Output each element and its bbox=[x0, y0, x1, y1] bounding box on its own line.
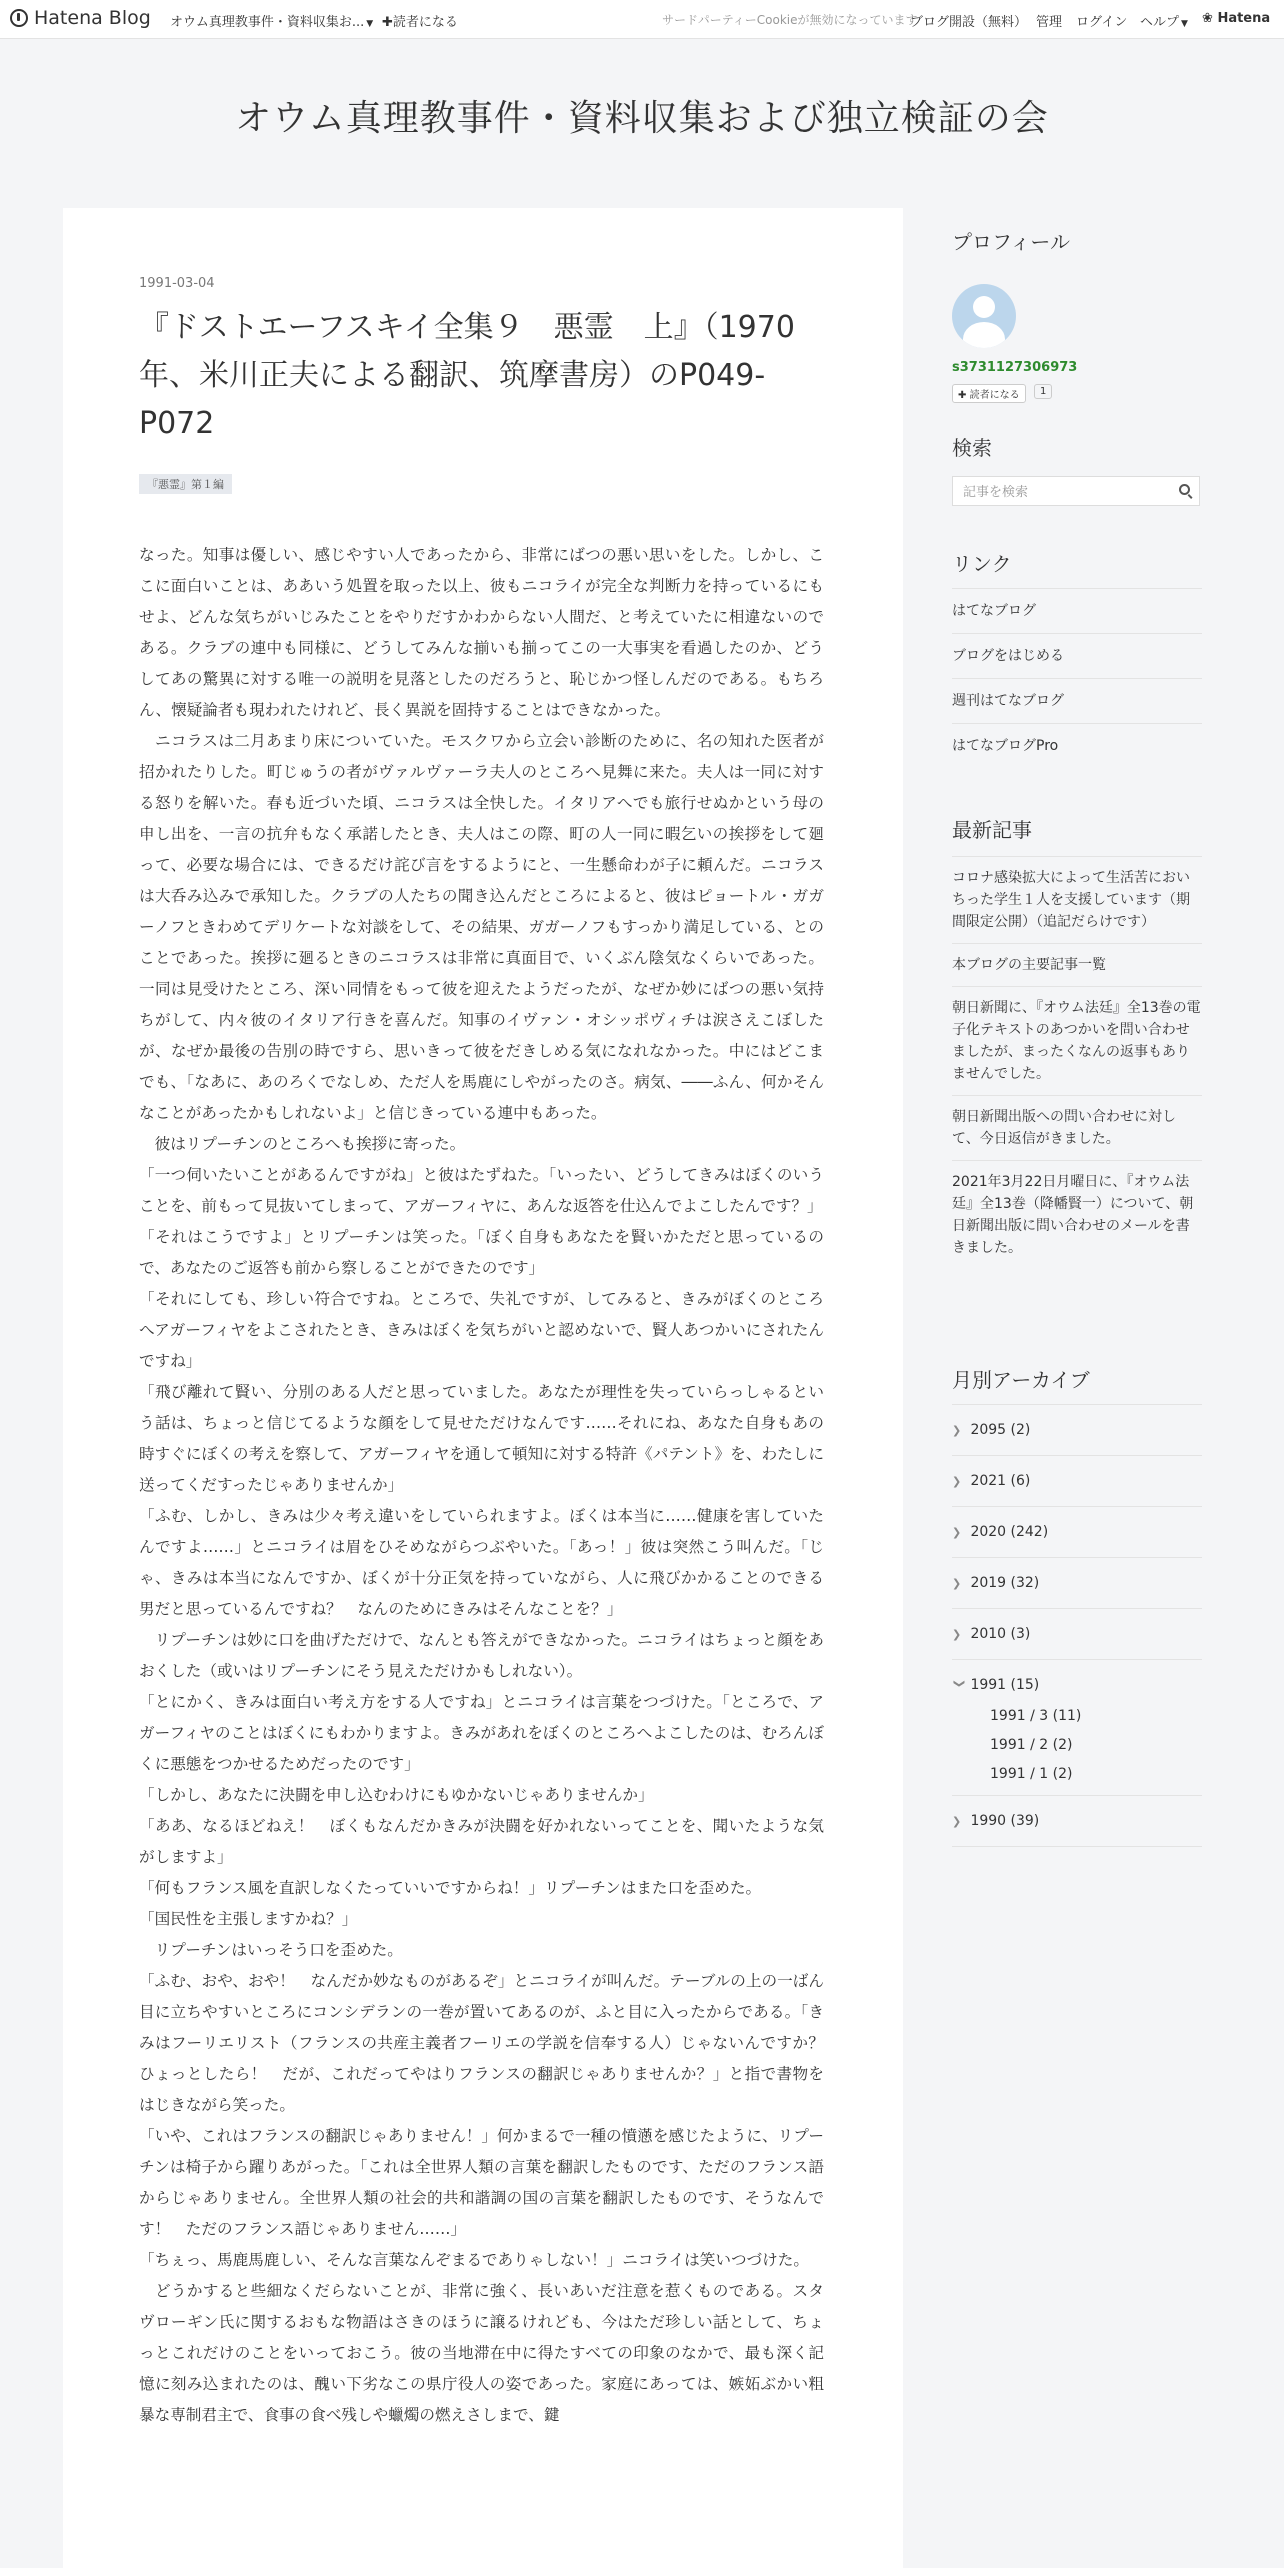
chevron-down-icon: ❯ bbox=[953, 1679, 966, 1689]
paragraph: 「とにかく、きみは面白い考え方をする人ですね」とニコライは言葉をつづけた。「ところで、アガーフィヤのことはぼくにもわかりますよ。きみがあれをぼくのところへよこしたのは、むろんぼくに悪態をつかせるためだったのです」 bbox=[139, 1693, 824, 1773]
entry-article bbox=[63, 208, 903, 2568]
recent-entry-link[interactable]: 朝日新聞に、『オウム法廷』全13巻の電子化テキストのあつかいを問い合わせましたが、まったくなんの返事もありませんでした。 bbox=[952, 986, 1202, 1095]
paragraph: 「一つ伺いたいことがあるんですがね」と彼はたずねた。「いったい、どうしてきみはぼくのいうことを、前もって見抜いてしまって、アガーフィヤに、あんな返答を仕込んでよこしたんです？」 bbox=[139, 1166, 824, 1215]
search-icon[interactable] bbox=[1179, 484, 1190, 495]
logo-text: Hatena Blog bbox=[34, 7, 151, 29]
archive-year-expanded[interactable] bbox=[952, 1659, 1202, 1789]
paragraph: 「しかし、あなたに決闘を申し込むわけにもゆかないじゃありませんか」 bbox=[139, 1786, 654, 1804]
search-heading: 検索 bbox=[952, 436, 992, 460]
links-heading: リンク bbox=[952, 552, 1012, 576]
blog-dropdown[interactable] bbox=[170, 11, 373, 30]
links-list bbox=[952, 588, 1202, 768]
blog-dropdown-label: オウム真理教事件・資料収集お... bbox=[170, 15, 365, 30]
recent-entry-link[interactable]: コロナ感染拡大によって生活苦においちった学生１人を支援しています（期間限定公開）（追記だらけです） bbox=[952, 856, 1202, 943]
paragraph: 「いや、これはフランスの翻訳じゃありません！」何かまるで一種の憤懣を感じたように、リプーチンは椅子から躍りあがった。「これは全世界人類の言葉を翻訳したものです、ただのフランス語からじゃありません。全世界人類の社会的共和諧調の国の言葉を翻訳したものです、そうなんです！ ただのフランス語じゃありません……」 bbox=[139, 2127, 824, 2238]
entry-body bbox=[139, 540, 840, 2431]
archive-year-label: 2020 (242) bbox=[970, 1524, 1049, 1540]
paragraph: 「それはこうですよ」とリプーチンは笑った。「ぼく自身もあなたを賢いかただと思っているので、あなたのご返答も前から察しることができたのです」 bbox=[139, 1228, 824, 1277]
recent-list bbox=[952, 856, 1202, 1269]
paragraph: 「何もフランス風を直訳しなくたっていいですからね！」リプーチンはまた口を歪めた。 bbox=[139, 1879, 762, 1897]
paragraph: 彼はリプーチンのところへも挨拶に寄った。 bbox=[139, 1135, 466, 1153]
global-header bbox=[0, 0, 1284, 39]
search-module bbox=[952, 432, 1202, 512]
archive-month-list bbox=[952, 1702, 1202, 1789]
chevron-right-icon: ❯ bbox=[952, 1424, 962, 1437]
blog-title[interactable]: オウム真理教事件・資料収集および独立検証の会 bbox=[235, 98, 1049, 139]
manage-link[interactable]: 管理 bbox=[1036, 15, 1063, 30]
paragraph: 「ああ、なるほどねえ！ ぼくもなんだかきみが決闘を好かれないってことを、聞いたような気がしますよ」 bbox=[139, 1817, 824, 1866]
avatar[interactable] bbox=[952, 284, 1016, 348]
subscribe-button-label: 読者になる bbox=[969, 390, 1020, 401]
recent-entry-link[interactable]: 2021年3月22日月曜日に、『オウム法廷』全13巻（降幡賢一）について、朝日新聞出版に問い合わせのメールを書きました。 bbox=[952, 1160, 1202, 1269]
paragraph: 「ふむ、しかし、きみは少々考え違いをしていられますよ。ぼくは本当に……健康を害していたんですよ……」とニコライは眉をひそめながらつぶやいた。「あっ！」彼は突然こう叫んだ。「じゃ、きみは本当になんですか、ぼくが十分正気を持っていながら、人に飛びかかることのできる男だと思っているんですね？ なんのためにきみはそんなことを？」 bbox=[139, 1507, 824, 1618]
search-form bbox=[952, 476, 1200, 506]
archive-year-label: 2095 (2) bbox=[970, 1422, 1031, 1438]
links-module bbox=[952, 548, 1202, 778]
archive-year-label: 2019 (32) bbox=[970, 1575, 1040, 1591]
sidebar-link[interactable]: はてなブログPro bbox=[952, 723, 1202, 768]
avatar-head bbox=[973, 296, 995, 318]
recent-entries-module bbox=[952, 814, 1202, 1334]
chevron-right-icon: ❯ bbox=[952, 1628, 962, 1641]
profile-module bbox=[952, 226, 1202, 406]
recent-entry-link[interactable]: 本ブログの主要記事一覧 bbox=[952, 943, 1202, 986]
archive-month-link[interactable]: 1991 / 1 (2) bbox=[990, 1766, 1073, 1782]
archive-month-link[interactable]: 1991 / 2 (2) bbox=[990, 1737, 1073, 1753]
archive-module bbox=[952, 1364, 1202, 1884]
sidebar-link[interactable]: 週刊はてなブログ bbox=[952, 678, 1202, 723]
paragraph: 「国民性を主張しますかね？」 bbox=[139, 1910, 358, 1928]
archive-month-link[interactable]: 1991 / 3 (11) bbox=[990, 1708, 1082, 1724]
caret-down-icon: ▼ bbox=[366, 19, 374, 29]
archive-year[interactable] bbox=[952, 1404, 1202, 1455]
archive-year[interactable] bbox=[952, 1795, 1202, 1847]
archive-heading: 月別アーカイブ bbox=[952, 1368, 1090, 1392]
sidebar-link[interactable]: はてなブログ bbox=[952, 588, 1202, 633]
search-input[interactable] bbox=[961, 478, 1165, 506]
archive-year[interactable] bbox=[952, 1506, 1202, 1557]
archive-year[interactable] bbox=[952, 1455, 1202, 1506]
profile-heading: プロフィール bbox=[952, 230, 1070, 254]
paragraph: 「ふむ、おや、おや！ なんだか妙なものがあるぞ」とニコライが叫んだ。テーブルの上の一ばん目に立ちやすいところにコンシデランの一巻が置いてあるのが、ふと目に入ったからである。「きみはフーリエリスト（フランスの共産主義者フーリエの学説を信奉する人）じゃないんですか？ ひょっとしたら！ だが、これだってやはりフランスの翻訳じゃありませんか？」と指で書物をはじきながら笑った。 bbox=[139, 1972, 840, 2114]
hatena-mark-icon: ❀ bbox=[1202, 11, 1213, 26]
archive-year[interactable] bbox=[952, 1608, 1202, 1659]
archive-year[interactable] bbox=[952, 1557, 1202, 1608]
help-label: ヘルプ bbox=[1140, 15, 1180, 30]
avatar-body bbox=[963, 322, 1005, 348]
cookie-notice[interactable]: サードパーティーCookieが無効になっています bbox=[662, 13, 918, 27]
hatena-blog-logo[interactable] bbox=[10, 7, 151, 29]
paragraph: 「ちぇっ、馬鹿馬鹿しい、そんな言葉なんぞまるでありゃしない！」ニコライは笑いつづけた。 bbox=[139, 2251, 809, 2269]
profile-username[interactable]: s3731127306973 bbox=[952, 360, 1078, 375]
archive-list bbox=[952, 1404, 1202, 1847]
plus-icon: ✚ bbox=[382, 15, 393, 30]
paragraph: ニコラスは二月あまり床についていた。モスクワから立会い診断のために、名の知れた医者が招かれたりした。町じゅうの者がヴァルヴァーラ夫人のところへ見舞に来た。夫人は一同に対する怒りを解いた。春も近づいた頃、ニコラスは全快した。イタリアへでも旅行せぬかという母の申し出を、一言の抗弁もなく承諾したとき、夫人はこの際、町の人一同に暇乞いの挨拶をして廻って、必要な場合には、できるだけ詫び言をするようにと、一生懸命わが子に頼んだ。ニコラスは大呑み込みで承知した。クラブの人たちの聞き込んだところによると、彼はピョートル・ガガーノフときわめてデリケートな対談をして、その結果、ガガーノフもすっかり満足している、とのことであった。挨拶に廻るときのニコラスは非常に真面目で、いくぶん陰気なくらいであった。一同は見受けたところ、深い同情をもって彼を迎えたようだったが、なぜか妙にばつの悪い気持ちがして、内々彼のイタリア行きを喜んだ。知事のイヴァン・オシッポヴィチは涙さえこぼしたが、なぜか最後の告別の時ですら、思いきって彼をだきしめる気になれなかった。中にはどこまでも、「なあに、あのろくでなしめ、ただ人を馬鹿にしやがったのさ。病気、――ふん、何かそんなことがあったかもしれないよ」と信じきっている連中もあった。 bbox=[139, 732, 824, 1122]
help-menu[interactable] bbox=[1140, 11, 1188, 30]
plus-icon: ✚ bbox=[958, 390, 967, 401]
subscribe-label: 読者になる bbox=[392, 15, 458, 30]
paragraph: 「飛び離れて賢い、分別のある人だと思っていました。あなたが理性を失っていらっしゃるという話は、ちょっと信じてるような顔をして見せただけなんです……それにね、あなた自身もあの時すぐにぼくの考えを察して、アガーフィヤを通して頓知に対する特許《パテント》を、わたしに送ってくだすったじゃありませんか」 bbox=[139, 1383, 824, 1494]
paragraph: リプーチンは妙に口を曲げただけで、なんとも答えができなかった。ニコライはちょっと顔をあおくした（或いはリプーチンにそう見えただけかもしれない）。 bbox=[139, 1631, 824, 1680]
chevron-right-icon: ❯ bbox=[952, 1815, 962, 1828]
entry-category-badge[interactable]: 『悪霊』第１編 bbox=[139, 474, 232, 494]
subscriber-count[interactable]: 1 bbox=[1034, 384, 1052, 399]
hatena-menu[interactable] bbox=[1202, 11, 1270, 26]
subscribe-button[interactable] bbox=[952, 384, 1026, 403]
login-link[interactable]: ログイン bbox=[1076, 15, 1128, 30]
hatena-logo-icon bbox=[10, 9, 28, 27]
archive-year-label: 2010 (3) bbox=[970, 1626, 1031, 1642]
hatena-label: Hatena bbox=[1217, 11, 1271, 26]
entry-title[interactable]: 『ドストエーフスキイ全集９ 悪霊 上』（1970年、米川正夫による翻訳、筑摩書房）のP049-P072 bbox=[139, 310, 795, 441]
entry-date[interactable]: 1991-03-04 bbox=[139, 276, 215, 291]
chevron-right-icon: ❯ bbox=[952, 1526, 962, 1539]
archive-year-label: 2021 (6) bbox=[970, 1473, 1031, 1489]
caret-down-icon: ▼ bbox=[1181, 19, 1188, 29]
open-blog-link[interactable]: ブログ開設（無料） bbox=[910, 15, 1028, 30]
chevron-right-icon: ❯ bbox=[952, 1577, 962, 1590]
paragraph: どうかすると些細なくだらないことが、非常に強く、長いあいだ注意を惹くものである。スタヴローギン氏に関するおもな物語はさきのほうに譲るけれども、今はただ珍しい話として、ちょっとこれだけのことをいっておこう。彼の当地滞在中に得たすべての印象のなかで、最も深く記憶に刻み込まれたのは、醜い下劣なこの県庁役人の姿であった。家庭にあっては、嫉妬ぶかい粗暴な専制君主で、食事の食べ残しや蠟燭の燃えさしまで、鍵 bbox=[139, 2282, 824, 2424]
recent-entry-link[interactable]: 朝日新聞出版への問い合わせに対して、今日返信がきました。 bbox=[952, 1095, 1202, 1160]
paragraph: リプーチンはいっそう口を歪めた。 bbox=[139, 1941, 403, 1959]
archive-year-label: 1990 (39) bbox=[970, 1813, 1040, 1829]
recent-heading: 最新記事 bbox=[952, 818, 1032, 842]
subscribe-link[interactable] bbox=[382, 11, 458, 30]
paragraph: 「それにしても、珍しい符合ですね。ところで、失礼ですが、してみると、きみがぼくのところへアガーフィヤをよこされたとき、きみはぼくを気ちがいと認めないで、賢人あつかいにされたんですね」 bbox=[139, 1290, 824, 1370]
archive-year-label: 1991 (15) bbox=[970, 1677, 1040, 1693]
paragraph: なった。知事は優しい、感じやすい人であったから、非常にばつの悪い思いをした。しかし、ここに面白いことは、ああいう処置を取った以上、彼もニコライが完全な判断力を持っているにもせよ、どんな気ちがいじみたことをやりだすかわからない人間だ、と考えていたに相違ないのである。クラブの連中も同様に、どうしてみんな揃いも揃ってこの一大事実を看過したのか、どうしてあの驚異に対する唯一の説明を見落としたのだろうと、恥じかつ怪しんだのである。もちろん、懐疑論者も現われたけれど、長く異説を固持することはできなかった。 bbox=[139, 546, 824, 719]
chevron-right-icon: ❯ bbox=[952, 1475, 962, 1488]
sidebar-link[interactable]: ブログをはじめる bbox=[952, 633, 1202, 678]
